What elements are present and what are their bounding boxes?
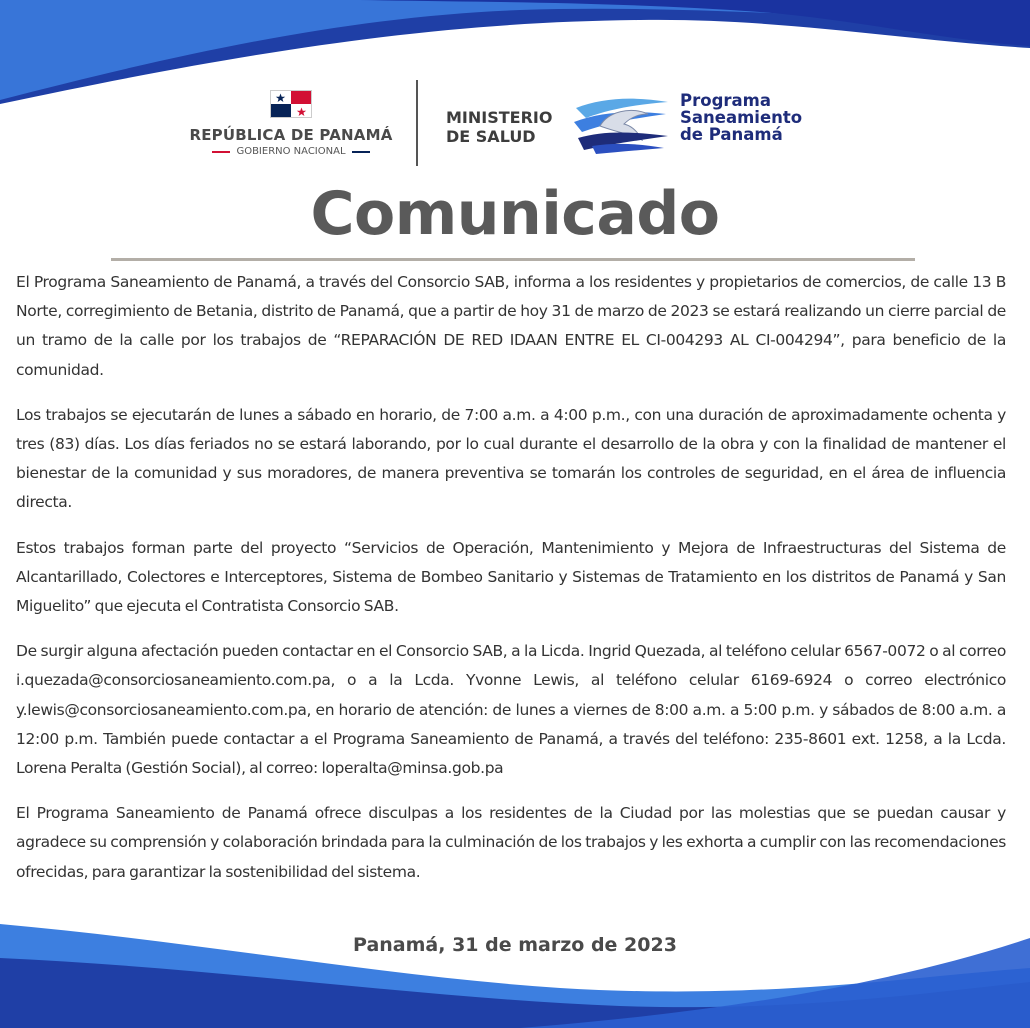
- program-line-1: Programa: [680, 91, 771, 110]
- header: [0, 78, 1030, 170]
- blue-line: [352, 151, 370, 153]
- paragraph-4: De surgir alguna afectación pueden contactar en el Consorcio SAB, a la Licda. Ingrid Quezada, al teléfono celular 6567-0072 o al correo i.quezada@consorciosaneamiento.com.pa, o a la Lcda. Yvonne Lewis, al teléfono celular 6169-6924 o correo electrónico y.lewis@consorciosaneamiento.com.pa, en horario de atención: de lunes a viernes de 8:00 a.m. a 5:00 p.m. y sábados de 8:00 a.m. a 12:00 p.m. También puede contactar a el Programa Saneamiento de Panamá, a través del teléfono: 235-8601 ext. 1258, a la Lcda. Lorena Peralta (Gestión Social), al correo: loperalta@minsa.gob.pa: [16, 642, 1006, 778]
- title-underline: [111, 258, 915, 261]
- paragraph-2: Los trabajos se ejecutarán de lunes a sábado en horario, de 7:00 a.m. a 4:00 p.m., con una duración de aproximadamente ochenta y tres (83) días. Los días feriados no se estará laborando, por lo cual durante el desarrollo de la obra y con la finalidad de mantener el bienestar de la comunidad y sus moradores, de manera preventiva se tomarán los controles de seguridad, en el área de influencia directa.: [16, 405, 1006, 512]
- government-name: REPÚBLICA DE PANAMÁ: [189, 126, 393, 144]
- government-logo: [186, 90, 396, 157]
- panama-flag-icon: [270, 90, 312, 118]
- ministry-logo-text: [446, 108, 552, 146]
- paragraph-5: El Programa Saneamiento de Panamá ofrece disculpas a los residentes de la Ciudad por las molestias que se puedan causar y agradece su comprensión y colaboración brindada para la culminación de los trabajos y les exhorta a cumplir con las recomendaciones ofrecidas, para garantizar la sostenibilidad del sistema.: [16, 804, 1006, 881]
- communique-body: [16, 268, 1006, 903]
- paragraph-1: El Programa Saneamiento de Panamá, a través del Consorcio SAB, informa a los residentes y propietarios de comercios, de calle 13 B Norte, corregimiento de Betania, distrito de Panamá, que a partir de hoy 31 de marzo de 2023 se estará realizando un cierre parcial de un tramo de la calle por los trabajos de “REPARACIÓN DE RED IDAAN ENTRE EL CI-004293 AL CI-004294”, para beneficio de la comunidad.: [16, 273, 1006, 379]
- dolphin-wave-logo-icon: [572, 92, 672, 154]
- program-line-3: de Panamá: [680, 125, 783, 144]
- program-line-2: Saneamiento: [680, 108, 803, 127]
- header-divider: [416, 80, 418, 166]
- program-logo-text: [680, 92, 802, 143]
- government-sub-label: GOBIERNO NACIONAL: [236, 146, 346, 157]
- ministry-line-1: MINISTERIO: [446, 108, 553, 127]
- red-line: [212, 151, 230, 153]
- page-title: Comunicado: [310, 179, 720, 249]
- government-subtitle: [186, 146, 396, 157]
- ministry-line-2: DE SALUD: [446, 127, 536, 146]
- issue-date: Panamá, 31 de marzo de 2023: [353, 934, 677, 956]
- paragraph-3: Estos trabajos forman parte del proyecto “Servicios de Operación, Mantenimiento y Mejora de Infraestructuras del Sistema de Alcantarillado, Colectores e Interceptores, Sistema de Bombeo Sanitario y Sistemas de Tratamiento en los distritos de Panamá y San Miguelito” que ejecuta el Contratista Consorcio SAB.: [16, 538, 1006, 616]
